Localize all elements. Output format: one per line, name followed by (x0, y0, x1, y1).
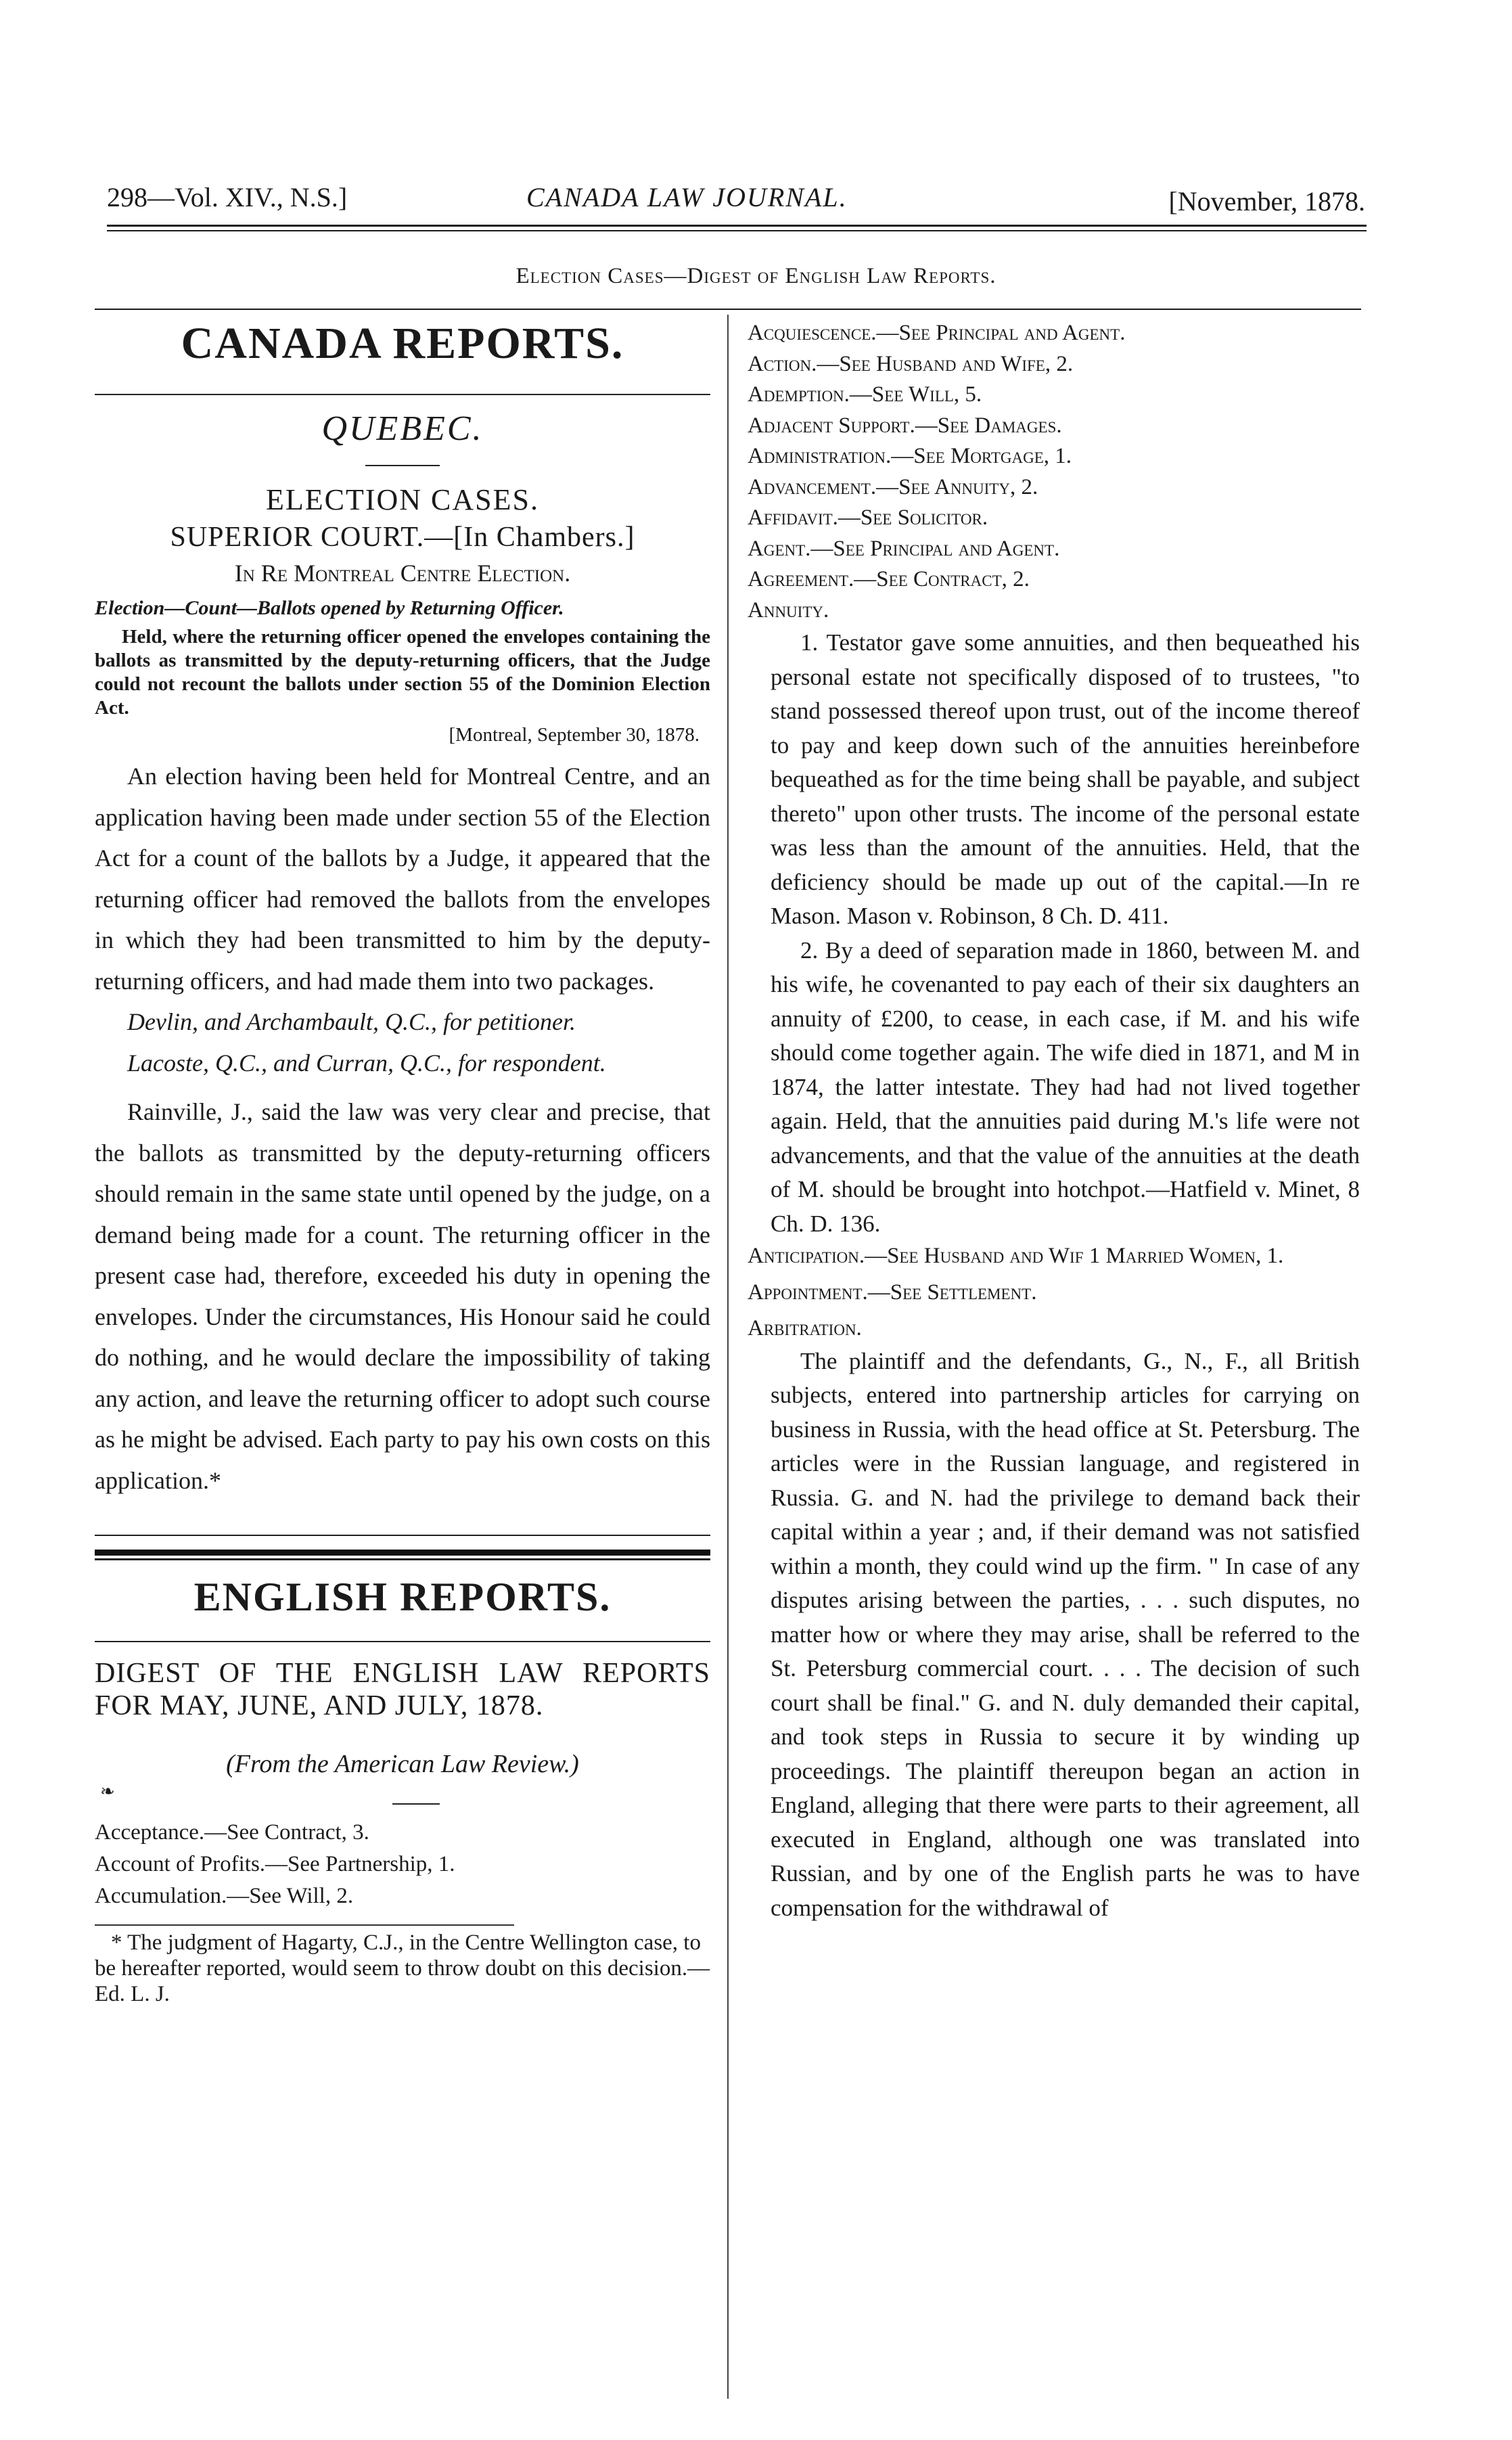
left-column (95, 318, 710, 2007)
source-line: (From the American Law Review.) (226, 1750, 579, 1778)
court-heading: SUPERIOR COURT.—[In Chambers.] (170, 522, 635, 553)
heavy-rule (95, 1550, 710, 1556)
rule (95, 1641, 710, 1642)
header-volume: 298—Vol. XIV., N.S.] (107, 182, 348, 212)
digest-entry: Agreement.—See Contract, 2. (748, 567, 1030, 591)
header-journal-title: CANADA LAW JOURNAL. (526, 182, 848, 212)
digest-entry: Adjacent Support.—See Damages. (748, 413, 1062, 438)
counsel-respondent: Lacoste, Q.C., and Curran, Q.C., for respondent. (127, 1049, 606, 1077)
digest-entry-annuity: Annuity. (748, 597, 829, 623)
right-column (748, 318, 1360, 1925)
digest-entry: Ademption.—See Will, 5. (748, 382, 982, 407)
digest-entry-anticipation: Anticipation.—See Husband and Wif 1 Married Women, 1. (748, 1244, 1284, 1268)
section-subheader: Election Cases—Digest of English Law Reports. (516, 264, 996, 288)
canada-reports-title: CANADA REPORTS. (181, 319, 624, 368)
digest-entry: Administration.—See Mortgage, 1. (748, 444, 1072, 468)
running-header (107, 177, 1365, 218)
province-heading: QUEBEC. (321, 409, 484, 448)
election-cases-heading: ELECTION CASES. (266, 483, 539, 516)
short-rule (392, 1803, 440, 1805)
header-date: [November, 1878. (1168, 186, 1365, 217)
footnote-rule (95, 1924, 514, 1926)
header-rule-bottom (107, 230, 1367, 231)
headnote: Election—Count—Ballots opened by Returning Officer. (95, 597, 564, 619)
dateline: [Montreal, September 30, 1878. (449, 724, 700, 746)
judgment-paragraph: Rainville, J., said the law was very clear and precise, that the ballots as transmitted by the deputy-returning officers should remain in the same state until opened by the judge, on a demand being made for a count. The returning officer in the present case had, therefore, exceeded his duty in opening the envelopes. Under the circumstances, His Honour said he could do nothing, and he would declare the impossibility of taking any action, and leave the returning officer to adopt such course as he might be advised. Each party to pay his own costs on this application.* (95, 1098, 710, 1494)
header-rule-top (107, 225, 1367, 227)
digest-entry-appointment: Appointment.—See Settlement. (748, 1280, 1037, 1305)
digest-entry: Acquiescence.—See Principal and Agent. (748, 321, 1126, 345)
annuity-case-1: 1. Testator gave some annuities, and then bequeathed his personal estate not specifically disposed of to trustees, "to stand possessed thereof upon trust, out of the income thereof to pay and keep down such of the annuities hereinbefore bequeathed as for the time being shall be payable, and subject thereto" upon other trusts. The income of the personal estate was less than the amount of the annuities. Held, that the deficiency should be made up out of the capital.—In re Mason. Mason v. Robinson, 8 Ch. D. 411. (771, 629, 1360, 929)
digest-entry: Account of Profits.—See Partnership, 1. (95, 1852, 455, 1876)
bullet-ornament: ❧ (100, 1782, 115, 1801)
digest-entry: Agent.—See Principal and Agent. (748, 536, 1060, 561)
english-reports-title: ENGLISH REPORTS. (193, 1575, 612, 1619)
case-name: In Re Montreal Centre Election. (234, 560, 571, 587)
rule (95, 1535, 710, 1536)
subheader-rule (95, 309, 1361, 310)
digest-entry: Accumulation.—See Will, 2. (95, 1884, 354, 1908)
digest-entry: Action.—See Husband and Wife, 2. (748, 351, 1074, 376)
digest-entry: Affidavit.—See Solicitor. (748, 505, 988, 530)
rule (95, 394, 710, 395)
held-summary: Held, where the returning officer opened the envelopes containing the ballots as transmitted by the deputy-returning officers, that the Judge could not recount the ballots under section 55 of the Dominion Election Act. (95, 626, 710, 719)
facts-paragraph: An election having been held for Montreal Centre, and an application having been made under section 55 of the Election Act for a count of the ballots by a Judge, it appeared that the returning officer had removed the ballots from the envelopes in which they had been transmitted to him by the deputy-returning officers, and had made them into two packages. (95, 763, 710, 995)
digest-entry: Acceptance.—See Contract, 3. (95, 1820, 369, 1845)
digest-entry-arbitration: Arbitration. (748, 1316, 862, 1340)
rule (95, 1558, 710, 1560)
counsel-petitioner: Devlin, and Archambault, Q.C., for petitioner. (127, 1008, 576, 1035)
annuity-case-2: 2. By a deed of separation made in 1860, between M. and his wife, he covenanted to pay each of their six daughters an annuity of £200, to cease, in each case, if M. and his wife should come together again. The wife died in 1871, and M in 1874, the latter intestate. They had had not lived together again. Held, that the annuities paid during M.'s life were not advancements, and that the value of the annuities at the death of M. should be brought into hotchpot.—Hatfield v. Minet, 8 Ch. D. 136. (771, 936, 1360, 1237)
footnote: * The judgment of Hagarty, C.J., in the Centre Wellington case, to be hereafter reported, would seem to throw doubt on this decision.—Ed. L. J. (95, 1930, 710, 2006)
digest-entry: Advancement.—See Annuity, 2. (748, 474, 1038, 499)
column-divider (727, 315, 729, 2399)
digest-title: DIGEST OF THE ENGLISH LAW REPORTS FOR MAY, JUNE, AND JULY, 1878. (95, 1658, 710, 1721)
short-rule (365, 465, 440, 466)
arbitration-case: The plaintiff and the defendants, G., N., F., all British subjects, entered into partnership articles for carrying on business in Russia, with the head office at St. Petersburg. The articles were in the Russian language, and registered in Russia. G. and N. had the privilege to demand back their capital within a year ; and, if their demand was not satisfied within a month, they could wind up the firm. " In case of any disputes arising between the parties, . . . such disputes, no matter how or where they may arise, shall be referred to the St. Petersburg commercial court. . . . The decision of such court shall be final." G. and N. duly demanded their capital, and took steps in Russia to secure it by winding up proceedings. The plaintiff thereupon began an action in England, alleging that there were parts to their agreement, all executed in England, although one was translated into Russian, and by one of the English parts he was to have compensation for the withdrawal of (771, 1347, 1360, 1921)
